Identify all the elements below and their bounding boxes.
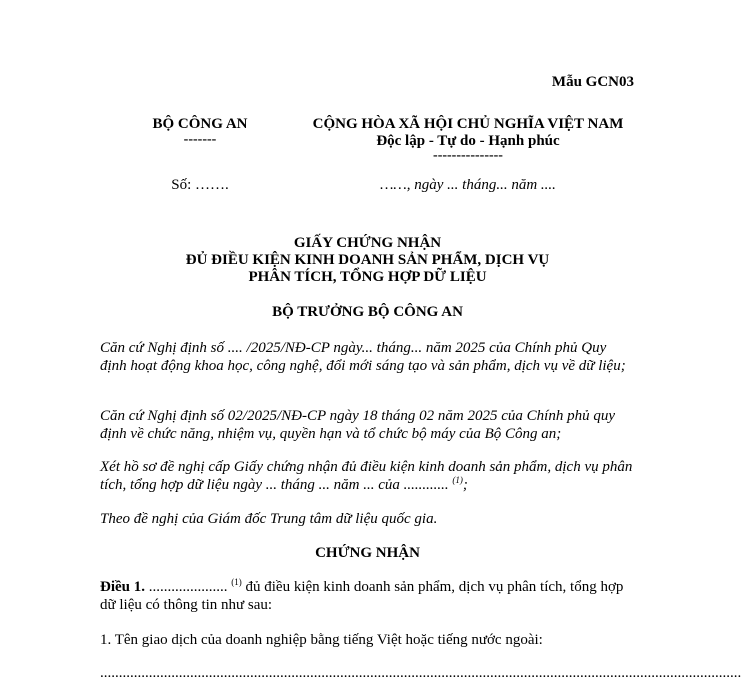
form-code: Mẫu GCN03 [551,74,634,90]
article-1: Điều 1. ..................... $^{(1)}$ đủ điều kiện kinh doanh sản phẩm, dịch vụ phân tích, tổng hợp dữ liệu có thông tin như sau: [100,577,624,613]
proposal-basis: Theo đề nghị của Giám đốc Trung tâm dữ liệu quốc gia. [100,511,438,527]
item-1: 1. Tên giao dịch của doanh nghiệp bằng tiếng Việt hoặc tiếng nước ngoài: [100,632,543,648]
country-name: CỘNG HÒA XÃ HỘI CHỦ NGHĨA VIỆT NAM [312,116,624,132]
fill-in-line: ........................................................................................................................................................................... [100,665,741,681]
motto-separator: --------------- [433,148,503,163]
certificate-title: GIẤY CHỨNG NHẬN [293,235,442,251]
document-number: Số: ……. [171,177,229,193]
legal-basis-1: Căn cứ Nghị định số .... /2025/NĐ-CP ngày... tháng... năm 2025 của Chính phủ Quy định hoạt động khoa học, công nghệ, đổi mới sáng tạo và sản phẩm, dịch vụ về dữ liệu; [100,340,626,374]
national-motto: Độc lập - Tự do - Hạnh phúc [376,133,560,149]
ministry-separator: ------- [183,132,217,147]
certify-heading: CHỨNG NHẬN [315,545,420,561]
date-line: ……, ngày ... tháng... năm .... [380,177,556,193]
authority-title: BỘ TRƯỞNG BỘ CÔNG AN [272,304,463,320]
dossier-review: Xét hồ sơ đề nghị cấp Giấy chứng nhận đủ điều kiện kinh doanh sản phẩm, dịch vụ phân tích, tổng hợp dữ liệu ngày ... tháng ... năm ... của ............ $^{(1)}$; [100,459,633,493]
certificate-subtitle-1: ĐỦ ĐIỀU KIỆN KINH DOANH SẢN PHẨM, DỊCH VỤ [185,252,550,268]
certificate-subtitle-2: PHÂN TÍCH, TỔNG HỢP DỮ LIỆU [248,269,487,285]
footnote-ref-2: (1) [231,577,242,587]
legal-basis-2: Căn cứ Nghị định số 02/2025/NĐ-CP ngày 18 tháng 02 năm 2025 của Chính phủ quy định về chức năng, nhiệm vụ, quyền hạn và tổ chức bộ máy của Bộ Công an; [100,408,615,442]
ministry-name: BỘ CÔNG AN [152,116,248,132]
footnote-ref-1: (1) [452,475,463,485]
article-1-label: Điều 1. [100,579,145,595]
